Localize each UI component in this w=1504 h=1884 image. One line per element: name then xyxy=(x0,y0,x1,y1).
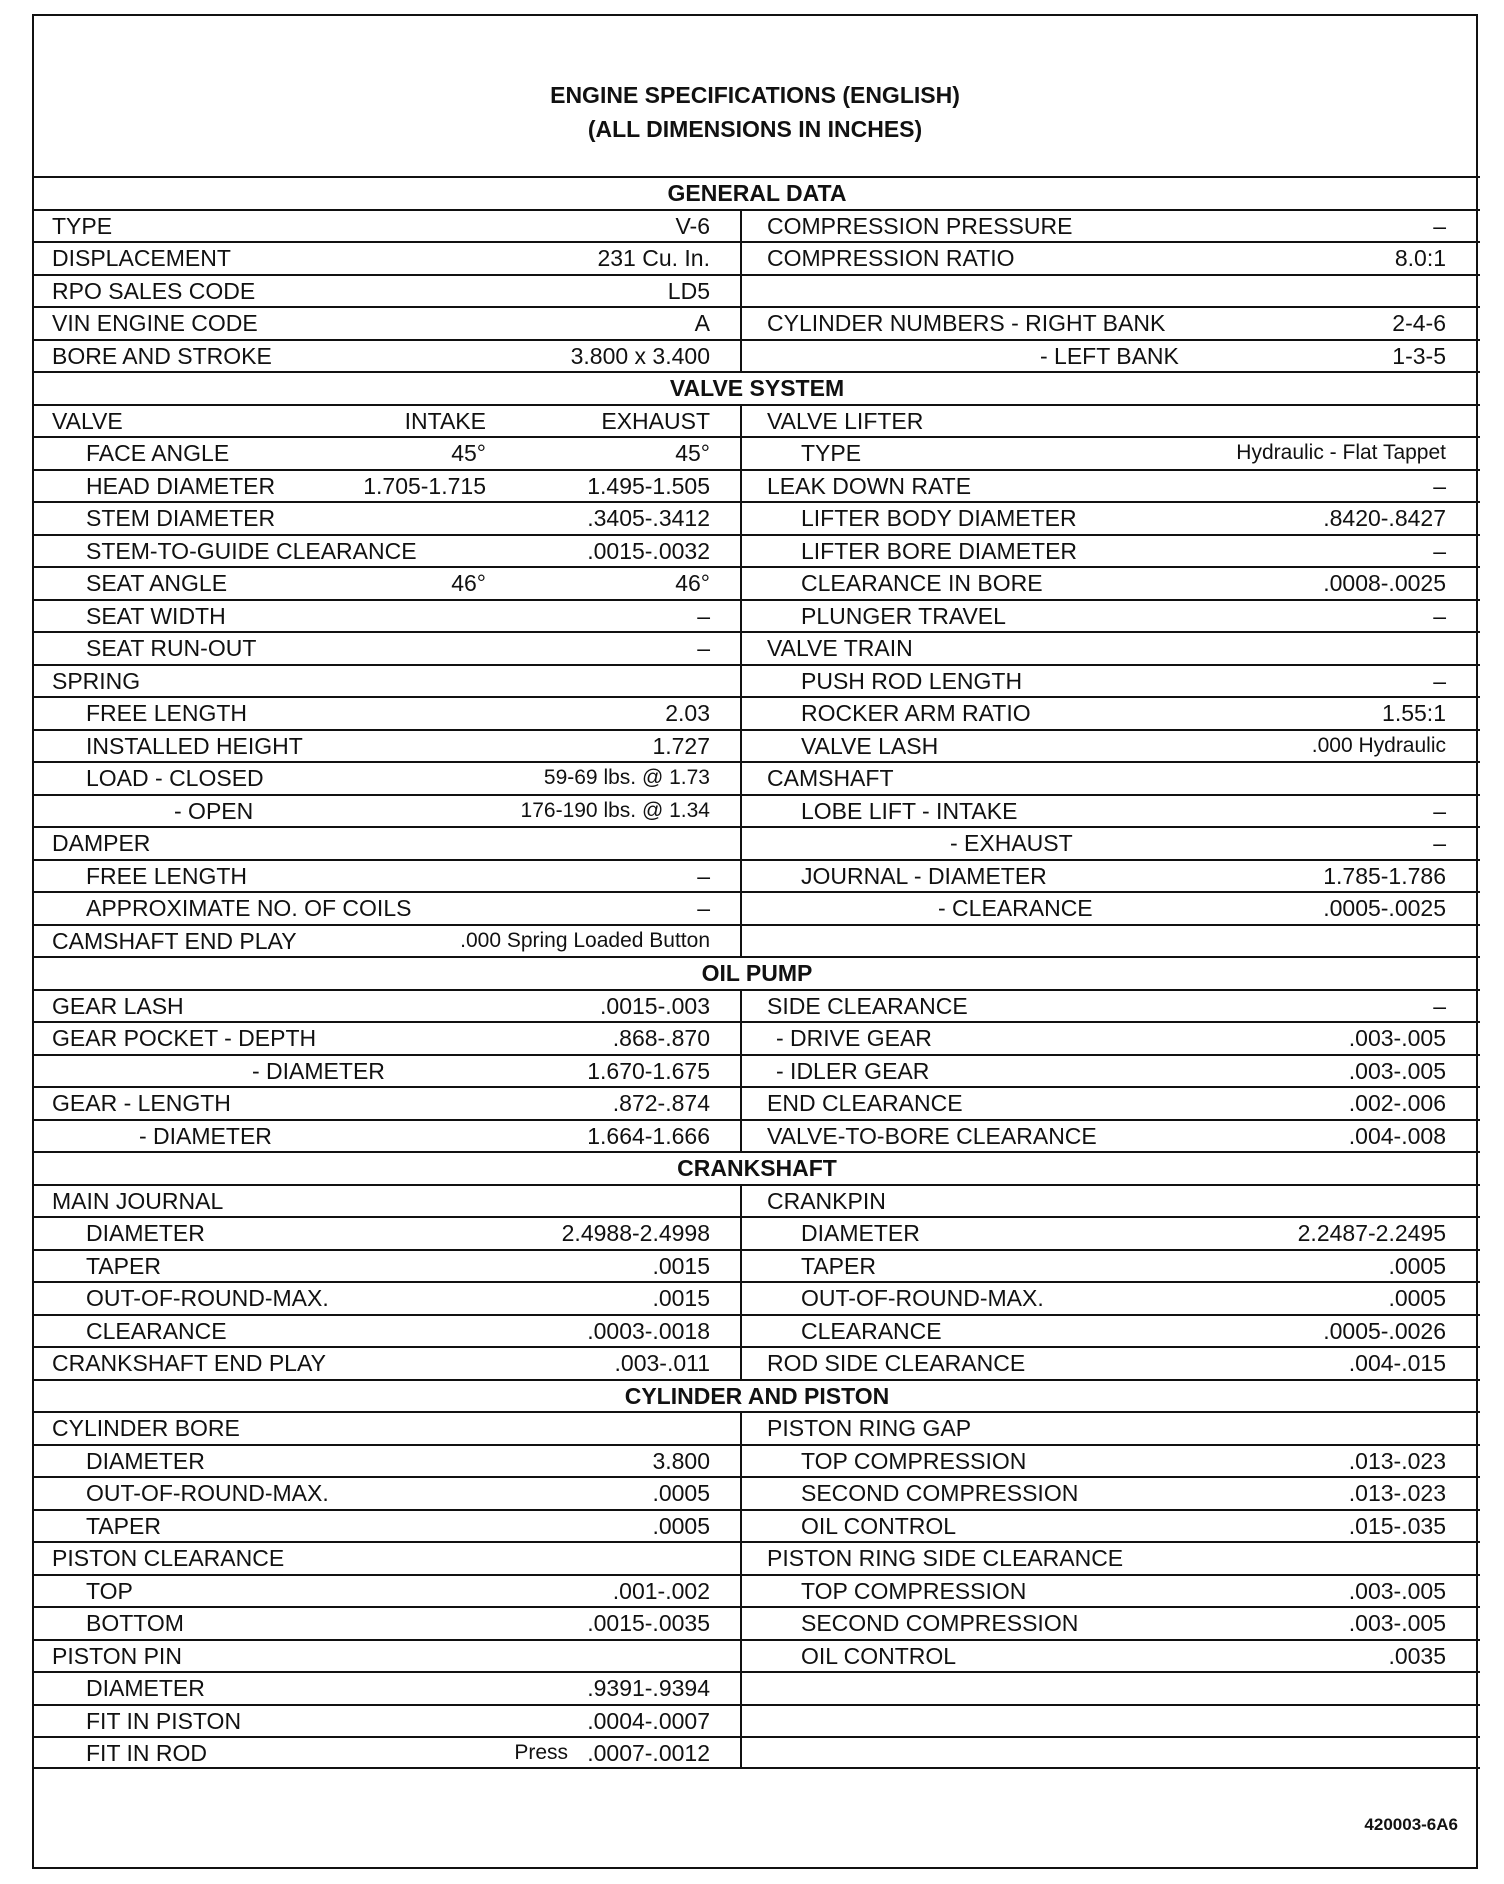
row-value: .015-.035 xyxy=(1348,1512,1446,1539)
intake-value: 1.705-1.715 xyxy=(363,472,486,499)
row-label: SPRING xyxy=(52,667,141,694)
row-label: FREE LENGTH xyxy=(86,862,248,889)
row-value: .0005 xyxy=(1388,1285,1446,1311)
row-label: COMPRESSION RATIO xyxy=(767,245,1015,271)
row-label: COMPRESSION PRESSURE xyxy=(767,212,1073,239)
row-value: – xyxy=(697,895,710,921)
row-label: SECOND COMPRESSION xyxy=(801,1610,1079,1636)
row-label: BOTTOM xyxy=(86,1610,184,1636)
row-label: DAMPER xyxy=(52,830,151,856)
exhaust-value: .0015-.0032 xyxy=(587,537,710,564)
row-label: SEAT RUN-OUT xyxy=(86,635,257,661)
row-value: .0008-.0025 xyxy=(1323,570,1446,596)
row-label: END CLEARANCE xyxy=(767,1090,963,1116)
exhaust-value: – xyxy=(697,635,710,661)
row-label: TOP COMPRESSION xyxy=(801,1447,1027,1474)
section-general-data: GENERAL DATA xyxy=(34,176,1480,209)
row-label: - DIAMETER xyxy=(252,1057,385,1084)
row-label: MAIN JOURNAL xyxy=(52,1187,224,1214)
row-label: PUSH ROD LENGTH xyxy=(801,667,1023,694)
row-label: CRANKSHAFT END PLAY xyxy=(52,1350,326,1376)
row-label: OUT-OF-ROUND-MAX. xyxy=(86,1480,329,1506)
row-label: RPO SALES CODE xyxy=(52,277,256,304)
row-label: OIL CONTROL xyxy=(801,1642,957,1669)
row-label: TYPE xyxy=(801,440,862,466)
row-value: .003-.005 xyxy=(1348,1025,1446,1051)
row-value: .0015 xyxy=(652,1252,710,1279)
row-value: – xyxy=(697,862,710,889)
row-label: LOBE LIFT - INTAKE xyxy=(801,797,1018,824)
row-label: LIFTER BODY DIAMETER xyxy=(801,505,1077,531)
row-label: VALVE-TO-BORE CLEARANCE xyxy=(767,1122,1097,1149)
row-value: .0015-.0035 xyxy=(587,1610,710,1636)
row-value: .0035 xyxy=(1388,1642,1446,1669)
row-value: V-6 xyxy=(675,212,710,239)
exhaust-value: 45° xyxy=(675,440,710,466)
row-label: BORE AND STROKE xyxy=(52,342,272,369)
row-value: .0015 xyxy=(652,1285,710,1311)
row-value: LD5 xyxy=(667,277,710,304)
row-value: 2.4988-2.4998 xyxy=(561,1220,710,1246)
row-value: 3.800 xyxy=(652,1447,710,1474)
row-value: .8420-.8427 xyxy=(1323,505,1446,531)
row-label: GEAR - LENGTH xyxy=(52,1090,231,1116)
row-value: 3.800 x 3.400 xyxy=(570,342,710,369)
row-value: A xyxy=(694,310,710,336)
row-label: GEAR LASH xyxy=(52,992,184,1019)
row-value: .000 Spring Loaded Button xyxy=(460,928,710,952)
row-value: .0005-.0026 xyxy=(1323,1317,1446,1344)
row-label: PLUNGER TRAVEL xyxy=(801,602,1006,629)
row-label: - CLEARANCE xyxy=(938,895,1093,921)
row-value: .0015-.003 xyxy=(600,992,710,1019)
row-value: – xyxy=(1433,602,1446,629)
row-label: FIT IN ROD xyxy=(86,1740,207,1766)
row-label: LIFTER BORE DIAMETER xyxy=(801,537,1078,564)
row-value: – xyxy=(1433,537,1446,564)
exhaust-value: 46° xyxy=(675,570,710,596)
intake-value: 45° xyxy=(451,440,486,466)
row-label: - IDLER GEAR xyxy=(776,1057,930,1084)
row-label: VALVE LIFTER xyxy=(767,407,924,434)
row-label: SECOND COMPRESSION xyxy=(801,1480,1079,1506)
section-crankshaft: CRANKSHAFT xyxy=(34,1151,1480,1184)
row-label: CLEARANCE IN BORE xyxy=(801,570,1043,596)
row-value: .868-.870 xyxy=(612,1025,710,1051)
row-label: CLEARANCE xyxy=(86,1317,227,1344)
row-label: PISTON PIN xyxy=(52,1642,182,1669)
row-value: Hydraulic - Flat Tappet xyxy=(1236,441,1446,464)
row-value: .9391-.9394 xyxy=(587,1675,710,1701)
row-value: 231 Cu. In. xyxy=(597,245,710,271)
row-value: .0003-.0018 xyxy=(587,1317,710,1344)
figure-code: 420003-6A6 xyxy=(1364,1815,1458,1834)
row-value: 1.670-1.675 xyxy=(587,1057,710,1084)
row-label: JOURNAL - DIAMETER xyxy=(801,862,1047,889)
intake-value: 46° xyxy=(451,570,486,596)
row-label: - DIAMETER xyxy=(139,1122,272,1149)
row-label: SIDE CLEARANCE xyxy=(767,992,968,1019)
row-label: STEM-TO-GUIDE CLEARANCE xyxy=(86,537,417,564)
section-valve-system: VALVE SYSTEM xyxy=(34,371,1480,404)
row-label: FIT IN PISTON xyxy=(86,1707,242,1734)
row-label: GEAR POCKET - DEPTH xyxy=(52,1025,317,1051)
row-label: APPROXIMATE NO. OF COILS xyxy=(86,895,412,921)
row-label: HEAD DIAMETER xyxy=(86,472,276,499)
row-label: FREE LENGTH xyxy=(86,700,248,726)
intake-value: INTAKE xyxy=(404,407,486,434)
row-value: .0004-.0007 xyxy=(587,1707,710,1734)
section-cylinder-and-piston: CYLINDER AND PISTON xyxy=(34,1379,1480,1412)
row-label: LOAD - CLOSED xyxy=(86,765,264,791)
row-label: ROCKER ARM RATIO xyxy=(801,700,1031,726)
row-label: DIAMETER xyxy=(86,1675,205,1701)
title-line-2: (ALL DIMENSIONS IN INCHES) xyxy=(587,116,923,142)
row-label: SEAT ANGLE xyxy=(86,570,228,596)
row-value: 1-3-5 xyxy=(1392,342,1446,369)
row-value: .003-.011 xyxy=(614,1350,710,1376)
row-value: – xyxy=(1433,992,1446,1019)
row-label: OIL CONTROL xyxy=(801,1512,957,1539)
row-value: .0007-.0012 xyxy=(587,1740,710,1766)
row-label: DIAMETER xyxy=(801,1220,920,1246)
row-value: 1.727 xyxy=(652,732,710,759)
row-value: .0005 xyxy=(1388,1252,1446,1279)
row-value: 2.2487-2.2495 xyxy=(1297,1220,1446,1246)
row-value: .0005 xyxy=(652,1480,710,1506)
row-value: – xyxy=(1433,212,1446,239)
row-value: 1.664-1.666 xyxy=(587,1122,710,1149)
row-value: .013-.023 xyxy=(1348,1447,1446,1474)
row-value: 59-69 lbs. @ 1.73 xyxy=(543,766,710,789)
row-value: .003-.005 xyxy=(1348,1610,1446,1636)
row-label: VALVE TRAIN xyxy=(767,635,913,661)
row-label: CYLINDER BORE xyxy=(52,1415,240,1441)
row-label: VALVE xyxy=(52,407,123,434)
row-label: ROD SIDE CLEARANCE xyxy=(767,1350,1026,1376)
row-value: – xyxy=(1433,797,1446,824)
row-value: .001-.002 xyxy=(612,1577,710,1604)
row-label: VIN ENGINE CODE xyxy=(52,310,258,336)
row-value: 1.785-1.786 xyxy=(1323,862,1446,889)
row-label: STEM DIAMETER xyxy=(86,505,276,531)
row-label: CRANKPIN xyxy=(767,1187,886,1214)
exhaust-value: – xyxy=(697,602,710,629)
row-label: TOP xyxy=(86,1577,133,1604)
row-value: – xyxy=(1433,667,1446,694)
row-label: TOP COMPRESSION xyxy=(801,1577,1027,1604)
row-label: - DRIVE GEAR xyxy=(776,1025,932,1051)
row-value: 176-190 lbs. @ 1.34 xyxy=(520,798,710,822)
row-label: OUT-OF-ROUND-MAX. xyxy=(86,1285,329,1311)
row-value: .003-.005 xyxy=(1348,1577,1446,1604)
row-label: CYLINDER NUMBERS - RIGHT BANK xyxy=(767,310,1166,336)
row-label: - EXHAUST xyxy=(950,830,1073,856)
row-value: .003-.005 xyxy=(1348,1057,1446,1084)
row-label: INSTALLED HEIGHT xyxy=(86,732,303,759)
row-label: SEAT WIDTH xyxy=(86,602,226,629)
row-label: DIAMETER xyxy=(86,1220,205,1246)
row-value: 2-4-6 xyxy=(1392,310,1446,336)
row-value: .002-.006 xyxy=(1348,1090,1446,1116)
row-value: .013-.023 xyxy=(1348,1480,1446,1506)
row-label: FACE ANGLE xyxy=(86,440,230,466)
row-label: CAMSHAFT xyxy=(767,765,894,791)
row-value: .000 Hydraulic xyxy=(1311,733,1446,757)
row-value: 8.0:1 xyxy=(1394,245,1446,271)
exhaust-value: 1.495-1.505 xyxy=(587,472,710,499)
spec-sheet xyxy=(32,14,1478,1869)
fit-type-note: Press xyxy=(514,1741,568,1764)
row-label: - OPEN xyxy=(174,797,254,824)
row-value: .872-.874 xyxy=(612,1090,710,1116)
row-value: .0005 xyxy=(652,1512,710,1539)
row-label: CAMSHAFT END PLAY xyxy=(52,927,297,954)
row-label: OUT-OF-ROUND-MAX. xyxy=(801,1285,1044,1311)
row-label: PISTON RING GAP xyxy=(767,1415,972,1441)
row-value: .004-.008 xyxy=(1348,1122,1446,1149)
row-label: PISTON CLEARANCE xyxy=(52,1545,285,1571)
row-label: TAPER xyxy=(86,1252,161,1279)
row-label: TAPER xyxy=(801,1252,876,1279)
row-label: TYPE xyxy=(52,212,113,239)
row-value: 1.55:1 xyxy=(1382,700,1446,726)
row-value: – xyxy=(1433,472,1446,499)
row-value: 2.03 xyxy=(665,700,710,726)
row-label: DIAMETER xyxy=(86,1447,205,1474)
title-line-1: ENGINE SPECIFICATIONS (ENGLISH) xyxy=(550,82,960,108)
exhaust-value: .3405-.3412 xyxy=(587,505,710,531)
page-title xyxy=(34,78,1476,146)
row-value: – xyxy=(1433,830,1446,856)
row-value: .0005-.0025 xyxy=(1323,895,1446,921)
row-label: PISTON RING SIDE CLEARANCE xyxy=(767,1545,1124,1571)
row-label: VALVE LASH xyxy=(801,732,939,759)
row-label: - LEFT BANK xyxy=(1040,342,1179,369)
row-label: TAPER xyxy=(86,1512,161,1539)
row-value: .004-.015 xyxy=(1348,1350,1446,1376)
row-label: LEAK DOWN RATE xyxy=(767,472,972,499)
exhaust-value: EXHAUST xyxy=(601,407,710,434)
row-label: CLEARANCE xyxy=(801,1317,942,1344)
section-oil-pump: OIL PUMP xyxy=(34,956,1480,989)
row-label: DISPLACEMENT xyxy=(52,245,231,271)
spec-table xyxy=(34,176,1480,1769)
